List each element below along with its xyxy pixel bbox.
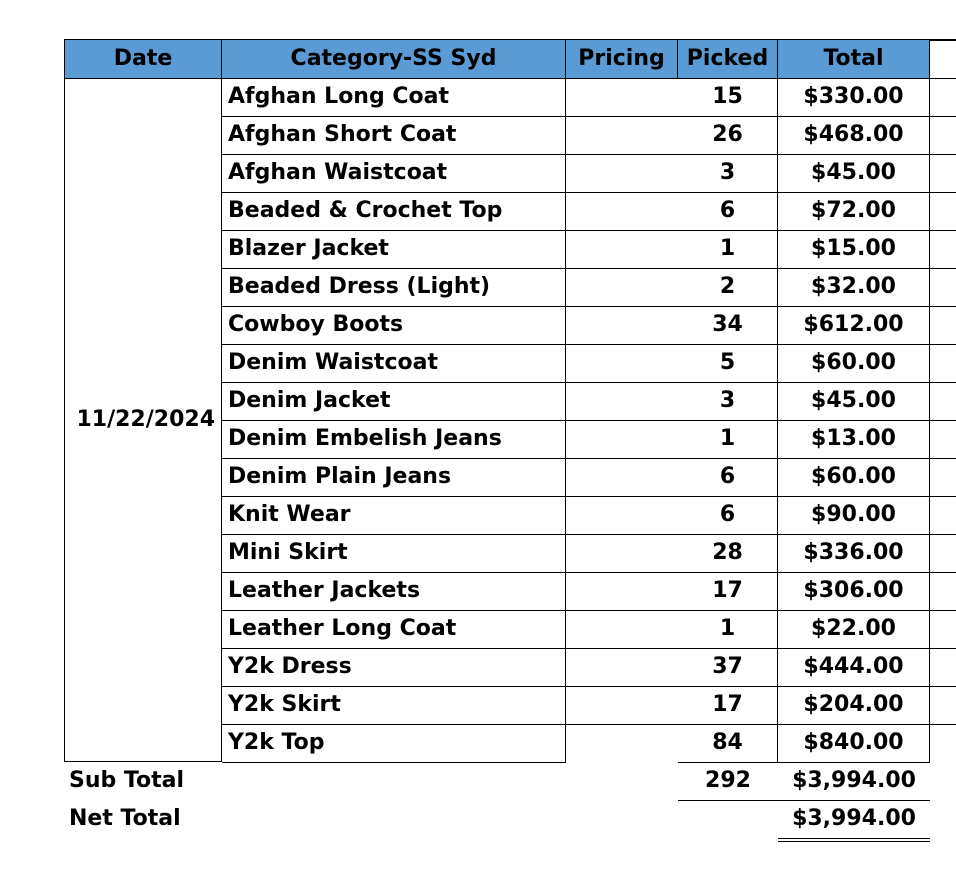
table-row-pricing[interactable] (566, 648, 678, 649)
table-row-picked[interactable]: 37 (678, 648, 778, 687)
table-row-picked[interactable]: 3 (678, 382, 778, 421)
table-row-category[interactable]: Y2k Top (222, 724, 566, 763)
table-row-total[interactable]: $60.00 (778, 344, 930, 383)
table-row-category[interactable]: Leather Jackets (222, 572, 566, 611)
header-category[interactable]: Category-SS Syd (222, 39, 566, 79)
table-row-extra-cell[interactable] (930, 610, 956, 611)
table-row-category[interactable]: Afghan Short Coat (222, 116, 566, 155)
table-row-total[interactable]: $444.00 (778, 648, 930, 687)
sub-total-label: Sub Total (69, 768, 185, 793)
table-row-extra-cell[interactable] (930, 268, 956, 269)
table-row-extra-cell[interactable] (930, 78, 956, 79)
table-row-extra-cell[interactable] (930, 230, 956, 231)
table-row-pricing[interactable] (566, 496, 678, 497)
table-row-extra-cell[interactable] (930, 116, 956, 117)
table-row-total[interactable]: $90.00 (778, 496, 930, 535)
price-value (596, 78, 666, 79)
table-row-extra-cell[interactable] (930, 154, 956, 155)
header-pricing[interactable]: Pricing (566, 39, 678, 79)
price-value (596, 230, 666, 231)
table-row-total[interactable]: $32.00 (778, 268, 930, 307)
currency-symbol (580, 648, 595, 649)
table-row-picked[interactable]: 2 (678, 268, 778, 307)
table-row-pricing[interactable] (566, 116, 678, 117)
table-row-total[interactable]: $468.00 (778, 116, 930, 155)
table-row-extra-cell[interactable] (930, 382, 956, 383)
table-row-extra-cell[interactable] (930, 648, 956, 649)
price-value (596, 648, 666, 649)
table-row-picked[interactable]: 34 (678, 306, 778, 345)
header-date[interactable]: Date (64, 39, 222, 79)
currency-symbol (580, 724, 595, 725)
currency-symbol (580, 154, 595, 155)
table-row-total[interactable]: $60.00 (778, 458, 930, 497)
currency-symbol (580, 458, 595, 459)
table-row-picked[interactable]: 5 (678, 344, 778, 383)
table-row-picked[interactable]: 15 (678, 78, 778, 117)
currency-symbol (580, 420, 595, 421)
price-value (596, 344, 666, 345)
currency-symbol (580, 686, 595, 687)
table-row-pricing[interactable] (566, 154, 678, 155)
table-row-category[interactable]: Y2k Dress (222, 648, 566, 687)
table-row-extra-cell[interactable] (930, 192, 956, 193)
table-row-pricing[interactable] (566, 192, 678, 193)
table-row-category[interactable]: Cowboy Boots (222, 306, 566, 345)
table-row-total[interactable]: $330.00 (778, 78, 930, 117)
table-row-total[interactable]: $22.00 (778, 610, 930, 649)
table-row-extra-cell[interactable] (930, 534, 956, 535)
currency-symbol (580, 78, 595, 79)
table-row-category[interactable]: Beaded Dress (Light) (222, 268, 566, 307)
table-row-category[interactable]: Leather Long Coat (222, 610, 566, 649)
table-row-pricing[interactable] (566, 268, 678, 269)
currency-symbol (580, 610, 595, 611)
table-row-total[interactable]: $13.00 (778, 420, 930, 459)
table-row-extra-cell[interactable] (930, 420, 956, 421)
date-value: 11/22/2024 (76, 406, 215, 432)
sub-total-amount[interactable]: $3,994.00 (778, 762, 930, 801)
table-row-pricing[interactable] (566, 724, 678, 725)
table-row-category[interactable]: Y2k Skirt (222, 686, 566, 725)
sub-total-picked[interactable]: 292 (678, 762, 778, 801)
currency-symbol (580, 268, 595, 269)
table-row-picked[interactable]: 28 (678, 534, 778, 573)
table-row-extra-cell[interactable] (930, 572, 956, 573)
header-total[interactable]: Total (778, 39, 930, 79)
table-row-total[interactable]: $15.00 (778, 230, 930, 269)
table-row-total[interactable]: $306.00 (778, 572, 930, 611)
table-row-total[interactable]: $336.00 (778, 534, 930, 573)
table-row-category[interactable]: Denim Embelish Jeans (222, 420, 566, 459)
table-row-extra-cell[interactable] (930, 458, 956, 459)
table-row-total[interactable]: $72.00 (778, 192, 930, 231)
table-row-picked[interactable]: 3 (678, 154, 778, 193)
price-value (596, 610, 666, 611)
table-row-extra-cell[interactable] (930, 496, 956, 497)
price-value (596, 496, 666, 497)
price-value (596, 534, 666, 535)
table-row-pricing[interactable] (566, 306, 678, 307)
table-row-total[interactable]: $45.00 (778, 154, 930, 193)
table-row-pricing[interactable] (566, 572, 678, 573)
table-row-pricing[interactable] (566, 534, 678, 535)
table-row-picked[interactable]: 17 (678, 572, 778, 611)
table-row-category[interactable]: Mini Skirt (222, 534, 566, 573)
price-value (596, 268, 666, 269)
table-row-category[interactable]: Blazer Jacket (222, 230, 566, 269)
table-row-extra-cell[interactable] (930, 306, 956, 307)
table-row-pricing[interactable] (566, 382, 678, 383)
currency-symbol (580, 192, 595, 193)
table-row-category[interactable]: Beaded & Crochet Top (222, 192, 566, 231)
table-row-extra-cell[interactable] (930, 344, 956, 345)
currency-symbol (580, 230, 595, 231)
table-row-picked[interactable]: 6 (678, 458, 778, 497)
table-row-category[interactable]: Afghan Waistcoat (222, 154, 566, 193)
table-row-picked[interactable]: 1 (678, 420, 778, 459)
net-total-amount[interactable]: $3,994.00 (778, 800, 930, 842)
currency-symbol (580, 534, 595, 535)
currency-symbol (580, 496, 595, 497)
table-row-pricing[interactable] (566, 686, 678, 687)
table-row-extra-cell[interactable] (930, 724, 956, 725)
table-row-picked[interactable]: 17 (678, 686, 778, 725)
table-row-picked[interactable]: 84 (678, 724, 778, 763)
price-value (596, 458, 666, 459)
currency-symbol (580, 572, 595, 573)
header-picked[interactable]: Picked (678, 39, 778, 79)
table-row-extra-cell[interactable] (930, 686, 956, 687)
table-row-total[interactable]: $204.00 (778, 686, 930, 725)
currency-symbol (580, 344, 595, 345)
table-row-total[interactable]: $840.00 (778, 724, 930, 763)
table-row-category[interactable]: Denim Plain Jeans (222, 458, 566, 497)
table-row-total[interactable]: $612.00 (778, 306, 930, 345)
price-value (596, 420, 666, 421)
price-value (596, 154, 666, 155)
table-row-picked[interactable]: 1 (678, 610, 778, 649)
header-extra-cell[interactable] (930, 39, 956, 41)
date-cell[interactable] (64, 78, 222, 762)
price-value (596, 572, 666, 573)
currency-symbol (580, 116, 595, 117)
price-value (596, 686, 666, 687)
table-row-pricing[interactable] (566, 610, 678, 611)
table-row-pricing[interactable] (566, 420, 678, 421)
price-value (596, 116, 666, 117)
table-row-pricing[interactable] (566, 344, 678, 345)
table-row-picked[interactable]: 1 (678, 230, 778, 269)
table-row-pricing[interactable] (566, 458, 678, 459)
table-row-total[interactable]: $45.00 (778, 382, 930, 421)
price-value (596, 306, 666, 307)
table-row-picked[interactable]: 6 (678, 496, 778, 535)
table-row-picked[interactable]: 6 (678, 192, 778, 231)
table-row-category[interactable]: Denim Jacket (222, 382, 566, 421)
currency-symbol (580, 306, 595, 307)
table-row-pricing[interactable] (566, 230, 678, 231)
table-row-picked[interactable]: 26 (678, 116, 778, 155)
table-row-pricing[interactable] (566, 78, 678, 79)
price-value (596, 382, 666, 383)
table-row-category[interactable]: Afghan Long Coat (222, 78, 566, 117)
currency-symbol (580, 382, 595, 383)
price-value (596, 192, 666, 193)
table-row-category[interactable]: Knit Wear (222, 496, 566, 535)
table-row-category[interactable]: Denim Waistcoat (222, 344, 566, 383)
net-total-label: Net Total (69, 806, 181, 831)
price-value (596, 724, 666, 725)
